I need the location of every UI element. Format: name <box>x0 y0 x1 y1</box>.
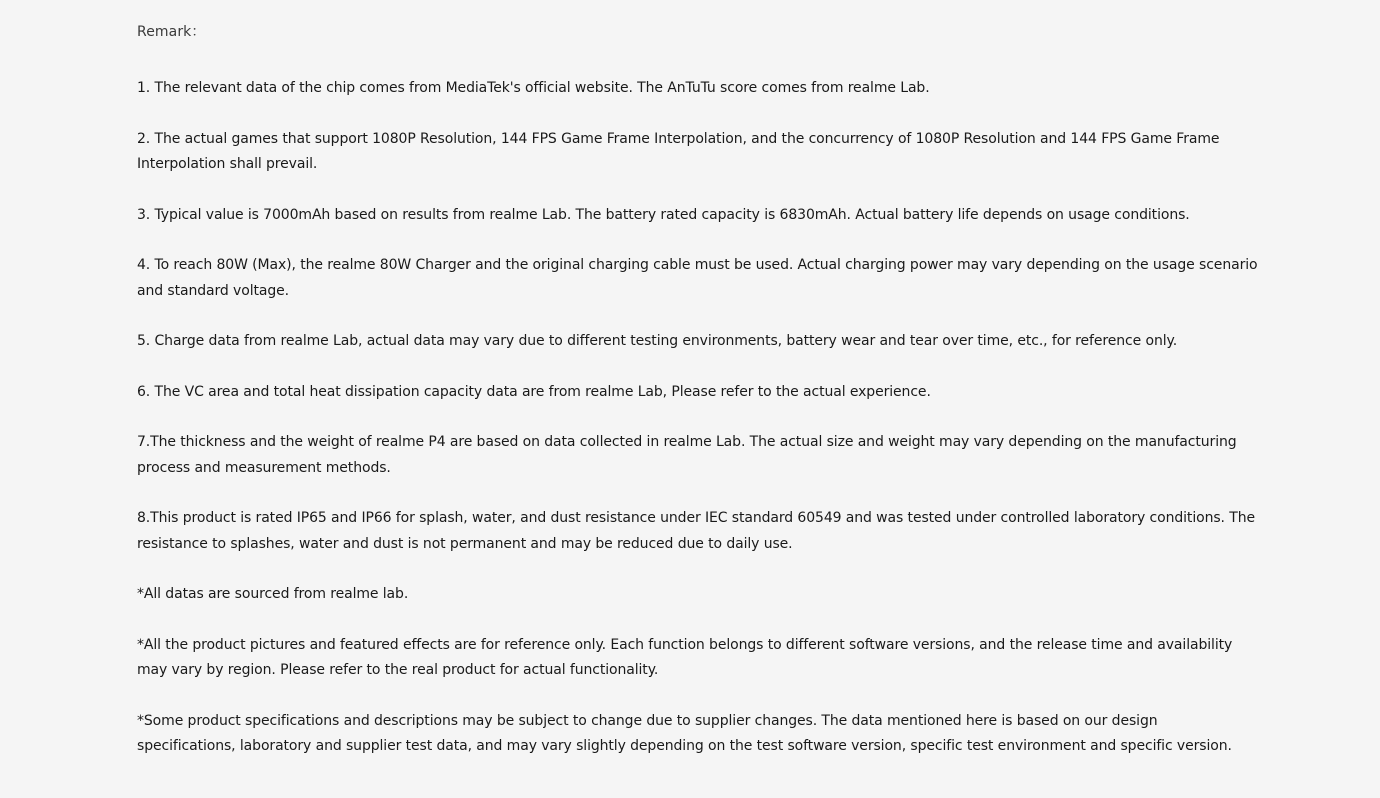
remark-title: Remark： <box>137 24 206 40</box>
remark-list <box>137 76 1260 760</box>
remark-item-thickness-weight: 7.The thickness and the weight of realme P4 are based on data collected in realme Lab. The actual size and weight may vary depending on the manufacturing process and measurement methods. <box>137 434 1237 476</box>
remark-item-ip-rating: 8.This product is rated IP65 and IP66 for splash, water, and dust resistance under IEC standard 60549 and was tested under controlled laboratory conditions. The resistance to splashes, water and dust is not permanent and may be reduced due to daily use. <box>137 510 1255 552</box>
remark-item-specifications-change: *Some product specifications and descriptions may be subject to change due to supplier changes. The data mentioned here is based on our design specifications, laboratory and supplier test data, and may vary slightly depending on the test software version, specific test environment and specific version. <box>137 712 1232 754</box>
remark-item-battery-capacity: 3. Typical value is 7000mAh based on results from realme Lab. The battery rated capacity is 6830mAh. Actual battery life depends on usage conditions. <box>137 206 1190 223</box>
remark-item-chip-data: 1. The relevant data of the chip comes from MediaTek's official website. The AnTuTu score comes from realme Lab. <box>137 80 930 96</box>
remark-item-charge-data: 5. Charge data from realme Lab, actual data may vary due to different testing environments, battery wear and tear over time, etc., for reference only. <box>137 333 1178 349</box>
remark-item-games-support: 2. The actual games that support 1080P Resolution, 144 FPS Game Frame Interpolation, and the concurrency of 1080P Resolution and 144 FPS Game Frame Interpolation shall prevail. <box>137 130 1220 172</box>
remark-item-pictures-reference: *All the product pictures and featured effects are for reference only. Each function belongs to different software versions, and the release time and availability may vary by region. Please refer to the real product for actual functionality. <box>137 636 1233 678</box>
remark-item-charging-power: 4. To reach 80W (Max), the realme 80W Charger and the original charging cable must be used. Actual charging power may vary depending on the usage scenario and standard voltage. <box>137 257 1258 299</box>
remark-item-data-source: *All datas are sourced from realme lab. <box>137 586 409 602</box>
remark-item-vc-area: 6. The VC area and total heat dissipation capacity data are from realme Lab, Please refer to the actual experience. <box>137 383 931 400</box>
